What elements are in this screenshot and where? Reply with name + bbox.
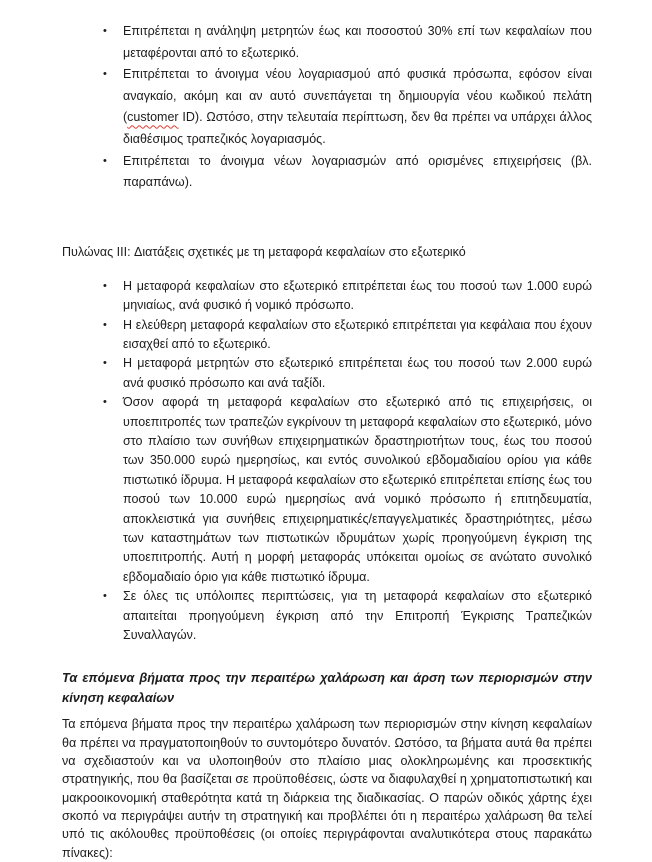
list-item-text-segment: Επιτρέπεται το άνοιγμα νέου λογαριασμού από φυσικά πρόσωπα, εφόσον είναι αναγκαίο, ακόμη και αν αυτό συνεπάγεται τη δημιουργία νέου κωδικού πελάτη ( [123,67,592,125]
misspelled-word: customer [127,110,179,125]
list-item-text-segment: ID). Ωστόσο, στην τελευταία περίπτωση, δεν θα πρέπει να υπάρχει άλλος διαθέσιμος τραπεζικός λογαριασμός. [123,110,592,146]
list-item-text: Η μεταφορά κεφαλαίων στο εξωτερικό επιτρέπεται έως του ποσού των 1.000 ευρώ μηνιαίως, ανά φυσικό ή νομικό πρόσωπο. [123,278,592,313]
bullet-icon: • [103,25,107,37]
list-item [62,316,592,355]
list-item-text: Επιτρέπεται το άνοιγμα νέων λογαριασμών από ορισμένες επιχειρήσεις (βλ. παραπάνω). [123,153,592,190]
list-item-text: Η ελεύθερη μεταφορά κεφαλαίων στο εξωτερικό επιτρέπεται για κεφάλαια που έχουν εισαχθεί από το εξωτερικό. [123,317,592,351]
bullet-icon: • [103,68,107,81]
list-item-text [123,67,592,146]
bullet-icon: • [103,357,107,370]
list-item-text: Επιτρέπεται η ανάληψη μετρητών έως και ποσοστού 30% επί των κεφαλαίων που μεταφέρονται από το εξωτερικό. [123,24,592,60]
list-item [62,21,592,64]
list-item [62,64,592,150]
bullet-icon: • [103,396,107,409]
list-item [62,151,592,194]
bullet-icon: • [103,590,107,603]
list-item-text: Σε όλες τις υπόλοιπες περιπτώσεις, για τη μεταφορά κεφαλαίων στο εξωτερικό απαιτείται προηγούμενη έγκριση από την Επιτροπή Έγκρισης Τραπεζικών Συναλλαγών. [123,589,592,643]
account-provisions-list [62,21,592,194]
next-steps-heading: Τα επόμενα βήματα προς την περαιτέρω χαλάρωση και άρση των περιορισμών στην κίνηση κεφαλαίων [62,670,592,706]
bullet-icon: • [103,154,107,167]
list-item-text: Όσον αφορά τη μεταφορά κεφαλαίων στο εξωτερικό από τις επιχειρήσεις, οι υποεπιτροπές των τραπεζών εγκρίνουν τη μεταφορά κεφαλαίων στο εξωτερικό, μόνο στο πλαίσιο των συνήθων επιχειρηματικών δραστηριοτήτων τους, έως του ποσού των 350.000 ευρώ ημερησίως, και εντός συνολικού εβδομαδιαίου ορίου για κάθε πιστωτικό ίδρυμα. Η μεταφορά κεφαλαίων στο εξωτερικό επιτρέπεται επίσης έως του ποσού των 10.000 ευρώ ημερησίως ανά νομικό πρόσωπο ή επιτηδευματία, αποκλειστικά για συνήθεις επιχειρηματικές/επαγγελματικές δραστηριότητες, μέσω των καταστημάτων των πιστωτικών ιδρυμάτων χωρίς προηγούμενη έγκριση της υποεπιτροπής. Αυτή η μορφή μεταφοράς υπόκειται ομοίως σε ανώτατο συνολικό εβδομαδιαίο όριο για κάθε πιστωτικό ίδρυμα. [123,395,592,584]
list-item-text: Η μεταφορά μετρητών στο εξωτερικό επιτρέπεται έως του ποσού των 2.000 ευρώ ανά φυσικό πρόσωπο και ανά ταξίδι. [123,356,592,390]
list-item [62,277,592,316]
bullet-icon: • [103,279,107,292]
next-steps-paragraph: Τα επόμενα βήματα προς την περαιτέρω χαλάρωση των περιορισμών στην κίνηση κεφαλαίων θα πρέπει να πραγματοποιηθούν το συντομότερο δυνατόν. Ωστόσο, τα βήματα αυτά θα πρέπει να σχεδιαστούν και να υλοποιηθούν στο πλαίσιο μιας ολοκληρωμένης και προσεκτικής στρατηγικής, που θα βασίζεται σε προϋποθέσεις, ώστε να διαφυλαχθεί η χρηματοπιστωτική και μακροοικονομική σταθερότητα κατά τη διάρκεια της διαδικασίας. Ο παρών οδικός χάρτης έχει σκοπό να περιγράψει αυτήν τη στρατηγική και προβλέπει ότι η περαιτέρω χαλάρωση θα τελεί υπό τις ακόλουθες προϋποθέσεις (οι οποίες περιγράφονται αναλυτικότερα στους παρακάτω πίνακες): [62,717,592,860]
bullet-icon: • [103,318,107,331]
list-item [62,393,592,587]
list-item [62,354,592,393]
transfer-provisions-list [62,277,592,646]
list-item [62,587,592,645]
pillar-iii-heading: Πυλώνας III: Διατάξεις σχετικές με τη μεταφορά κεφαλαίων στο εξωτερικό [62,244,466,259]
